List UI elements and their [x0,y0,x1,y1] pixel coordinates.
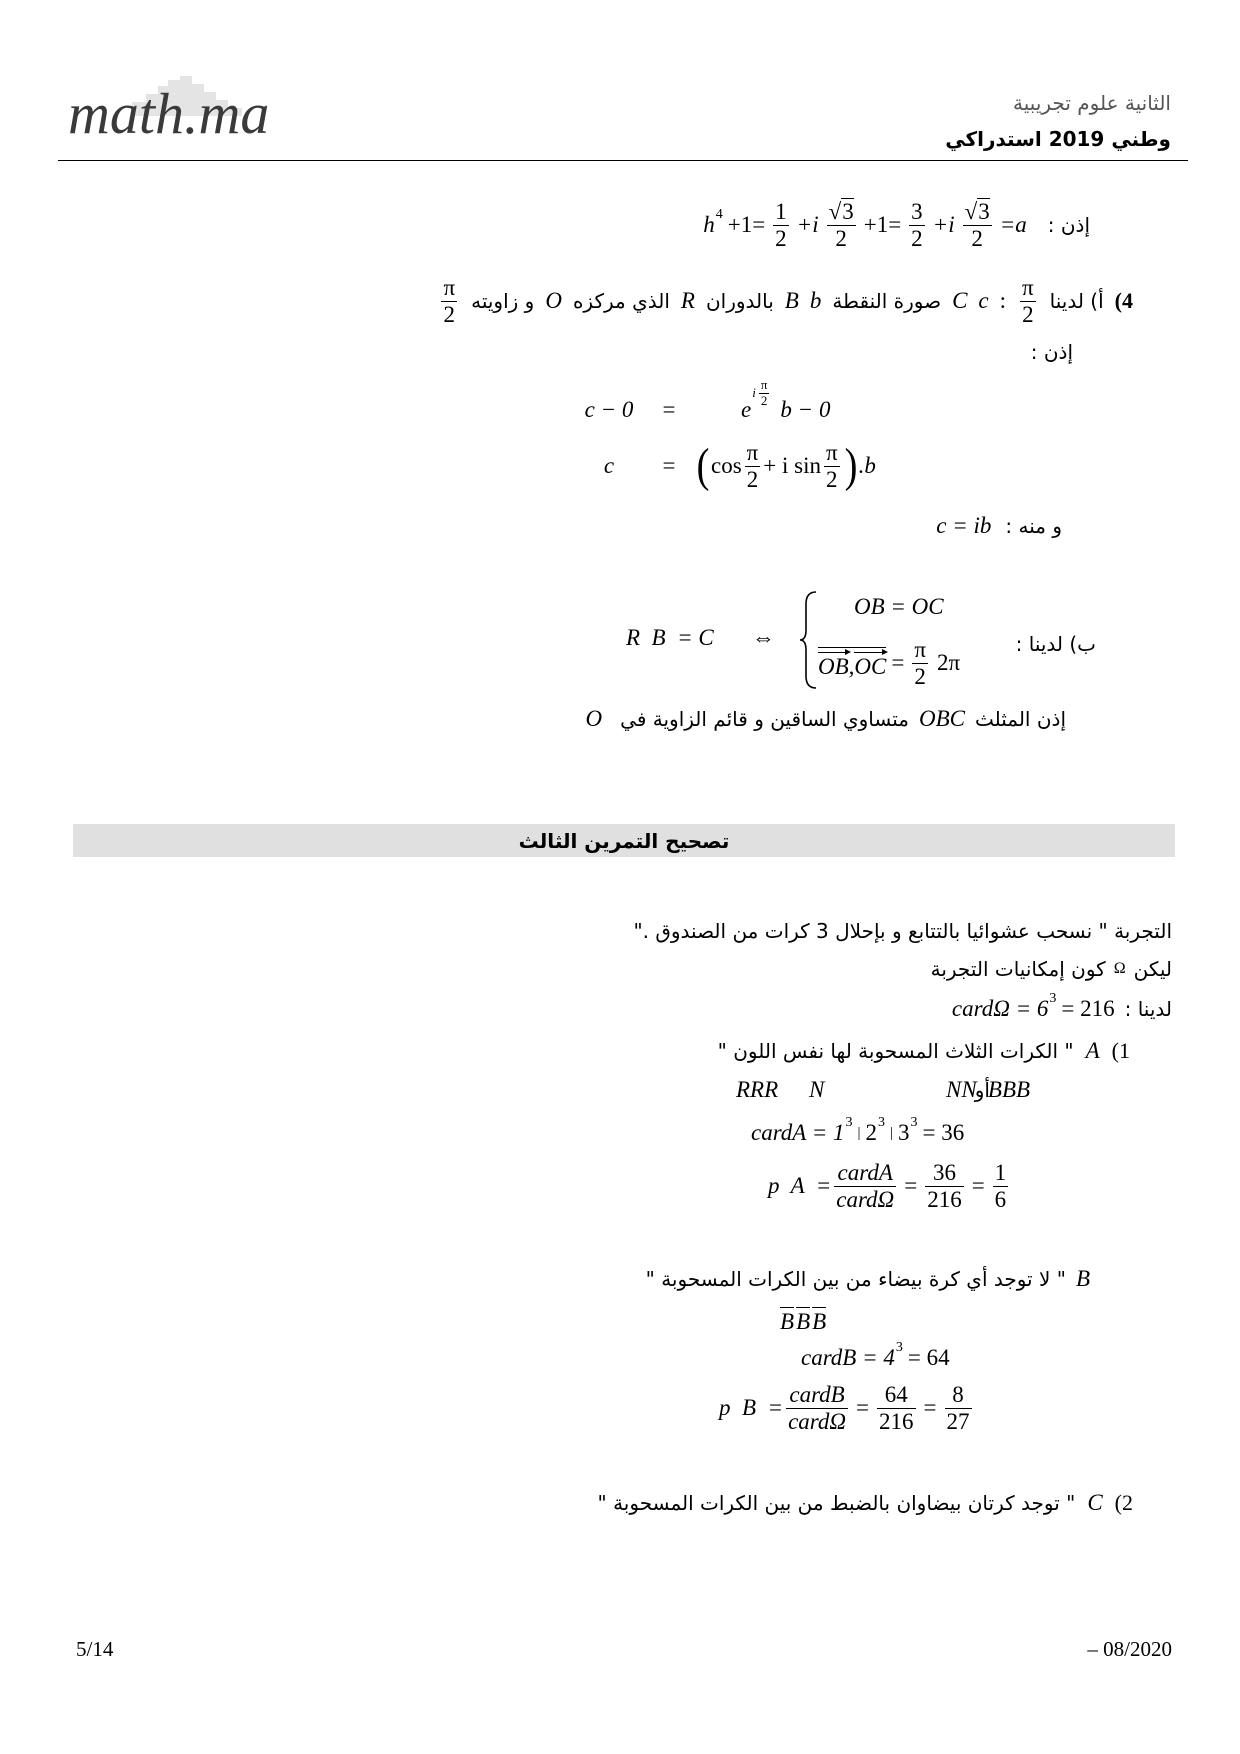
oriented-angle [818,637,960,690]
card-B-value: = 64 [907,1345,950,1370]
operator: +1= [727,212,766,237]
fraction [759,378,770,408]
numerator: π [443,274,456,300]
question-number: 4) [1114,288,1133,313]
numerator: π [760,376,768,392]
fraction [441,275,457,328]
card-B-lhs: cardB = 4 [801,1345,895,1370]
denominator: 2 [746,466,759,492]
numerator: π [1022,274,1034,300]
denominator: 216 [927,1186,962,1212]
event-B: B [1075,1266,1090,1291]
fraction [745,440,761,493]
exponent: 3 [1049,991,1057,1006]
logo-text: math.ma [68,81,270,146]
event-C-text: " توجد كرتان بيضاوان بالضبط من بين الكرات المسحوبة " [597,1491,1076,1515]
rhs [741,376,831,425]
point-O: O [585,706,603,731]
numerator: cardA [834,1160,896,1187]
point-B: B [784,288,799,313]
radicand: 3 [978,198,990,224]
fraction [1020,275,1036,328]
result: =a [999,212,1027,237]
denominator: 2 [1022,301,1034,327]
numerator: π [825,439,838,465]
equals: = [662,397,676,422]
card-A-value: = 36 [922,1120,965,1145]
operator: +i [796,212,819,237]
fraction [877,1382,916,1435]
text-image-of-point: صورة النقطة [832,289,942,313]
fraction [834,1160,896,1213]
system-row-1 [854,592,944,622]
question-number: 1) [1111,1038,1130,1063]
text-we-have: أ) لدينا [1049,289,1104,313]
question-4a-line [438,271,1133,331]
numerator: 1 [775,198,787,224]
text-universe: كون إمكانيات التجربة [930,957,1106,981]
complement-letter: B [796,1309,811,1334]
probability-A-line [768,1156,1011,1216]
exponent: 3 [877,1115,885,1130]
section-title: تصحيح التمرين الثالث [518,828,730,853]
page-number: 5/14 [76,1636,114,1661]
probability-B [719,1382,975,1435]
card-B-line [801,1340,950,1373]
complement-letter: B [812,1309,827,1334]
exponent: 3 [910,1115,918,1130]
equals: = [662,453,676,478]
iff-icon: ⇔ [752,625,775,650]
denominator: 2 [443,301,456,327]
fraction [912,637,928,690]
omega-symbol: Ω [1113,960,1126,977]
equals: = [971,1173,985,1198]
event-B-text: " لا توجد أي كرة بيضاء من بين الكرات المسحوبة " [645,1267,1066,1291]
text-we-have: لدينا : [1124,997,1172,1021]
outcome-not-white [779,1306,827,1336]
fraction [945,1382,972,1435]
rhs [695,440,876,493]
equals: = [856,1395,870,1420]
text-by-rotation: بالدوران [705,289,774,313]
denominator: 2 [826,466,838,492]
card-omega-value: = 216 [1061,996,1115,1021]
outcome-n: N [809,1077,825,1102]
comma: , [848,653,855,679]
point-O: O [545,288,562,313]
question-number: 2) [1114,1490,1133,1515]
equals: = [904,1173,918,1198]
p-of-B: p B = [719,1395,784,1420]
numerator: 36 [925,1160,964,1187]
denominator: 2 [775,225,787,251]
text-isosceles-right: متساوي الساقين و قائم الزاوية في [620,707,909,731]
fraction [963,199,992,252]
text-whose-center: الذي مركزه [572,289,670,313]
var-c: c [978,288,989,313]
card-B [801,1340,950,1371]
question-2-line [598,1488,1133,1518]
triangle-OBC: OBC [918,706,965,731]
right-paren: ) [844,439,857,492]
text-or: أو [974,1078,990,1102]
fraction-pi-2 [1017,275,1039,328]
event-A-text: " الكرات الثلاث المسحوبة لها نفس اللون " [717,1039,1074,1063]
numerator [827,199,856,226]
rotation-equation-1 [575,376,831,440]
denominator: 2 [911,225,923,251]
fraction [786,1382,848,1435]
header-exam: وطني 2019 استدراكي [945,127,1171,151]
fraction [827,199,856,252]
outcomes-NN-BBB [946,1075,1030,1105]
outcomes-N [809,1075,824,1105]
complement-BBB [779,1307,827,1335]
vector-OC: OC [854,653,887,679]
denominator: cardΩ [836,1186,895,1212]
var-h: h [703,212,715,237]
denominator: 2 [760,392,768,408]
denominator: 216 [879,1408,914,1434]
rhs-rest: b − 0 [780,397,831,422]
lhs: c − 0 [584,397,634,422]
equals: = [923,1395,937,1420]
rotation-statement [626,623,714,653]
rotation-equation-2 [575,436,876,496]
card-omega [951,991,1115,1022]
radical-sign: √ [964,198,978,224]
exponent [752,378,772,408]
lhs: c [603,453,615,478]
p-of-A: p A = [768,1173,832,1198]
rotation-R: R [680,288,695,313]
label-hence: و منه : [1005,514,1062,538]
section-title-bar [73,824,1175,857]
denominator: 2 [971,225,983,251]
numerator: cardB [786,1382,848,1409]
R-of-B-equals-C: R B = C [626,625,714,650]
fraction [824,440,840,493]
cos-function: cos [710,453,742,478]
times-b: .b [858,453,876,478]
event-A: A [1085,1038,1100,1063]
point-C: C [952,288,968,313]
card-omega-line [951,991,1172,1024]
modulo: 2π [936,650,961,675]
imaginary-i: i [752,385,756,400]
event-C: C [1087,1490,1103,1515]
fraction-pi-2 [438,275,460,328]
label-4b: ب) لدينا : [1015,632,1096,656]
complement-letter: B [780,1309,795,1334]
sin-term: + i sin [763,453,821,478]
numerator [963,199,992,226]
base: 2 [865,1120,877,1145]
outcome-rrr: RRR [736,1077,779,1102]
outcomes-RRR [736,1075,778,1105]
separator: | [889,1124,893,1141]
experiment-text: التجربة " نسحب عشوائيا بالتتابع و بإحلال 3 كرات من الصندوق ." [633,919,1172,943]
exp-base-e: e [741,397,752,422]
triangle-conclusion [586,704,1066,734]
equal-distances: OB = OC [854,594,944,619]
var-b: b [809,288,822,313]
exponent: 3 [845,1115,853,1130]
footer-date: – 08/2020 [1087,1636,1172,1661]
result-c-ib: c = ib [936,513,992,538]
hence-line [936,511,1062,541]
header-level: الثانية علوم تجريبية [1013,91,1171,115]
header-rule [58,160,1188,161]
denominator: 2 [914,663,926,689]
outcome-nn: NN [946,1077,977,1102]
denominator: 2 [835,225,847,251]
equation-h4 [703,199,1032,252]
event-B-line [646,1264,1090,1294]
card-omega-base: cardΩ = 6 [951,996,1049,1021]
card-A-lhs: cardA = 1 [751,1120,845,1145]
denominator: cardΩ [788,1408,847,1434]
fraction [909,199,925,252]
logo [66,76,306,152]
probability-B-line [719,1378,975,1438]
exponent: 4 [715,207,723,222]
equivalence-arrow [752,623,775,653]
vector-OB: OB [818,653,849,679]
denominator: 6 [994,1186,1007,1212]
denominator: 27 [946,1408,970,1434]
numerator: 3 [911,198,923,224]
fraction [773,199,789,252]
fraction [925,1160,964,1213]
numerator: 8 [945,1382,972,1409]
label-therefore: إذن : [1030,340,1073,364]
universe-line [931,954,1172,984]
base: 3 [898,1120,910,1145]
operator: +1= [863,212,902,237]
numerator: π [746,439,759,465]
fraction [993,1160,1009,1213]
radical-sign: √ [828,198,842,224]
separator: | [857,1124,861,1141]
vector-pair [818,647,886,680]
operator: +i [932,212,955,237]
exponent: 3 [895,1340,903,1355]
numerator: π [914,636,926,662]
equals: = [891,650,905,675]
text-let: ليكن [1133,957,1172,981]
question-1-line [718,1036,1130,1066]
outcome-bbb: BBB [987,1077,1031,1102]
text-therefore-triangle: إذن المثلث [974,707,1066,731]
numerator: 1 [994,1159,1007,1185]
system-row-2 [818,635,960,691]
card-A [751,1115,965,1146]
colon: : [999,288,1007,313]
card-A-line [751,1115,965,1148]
numerator: 64 [877,1382,916,1409]
left-paren: ( [696,439,710,492]
text-and-angle: و زاويته [471,289,535,313]
radicand: 3 [842,198,854,224]
equation-h4-line [703,195,1090,255]
left-brace [798,590,820,690]
label-therefore: إذن : [1047,213,1090,237]
probability-A [768,1160,1011,1213]
